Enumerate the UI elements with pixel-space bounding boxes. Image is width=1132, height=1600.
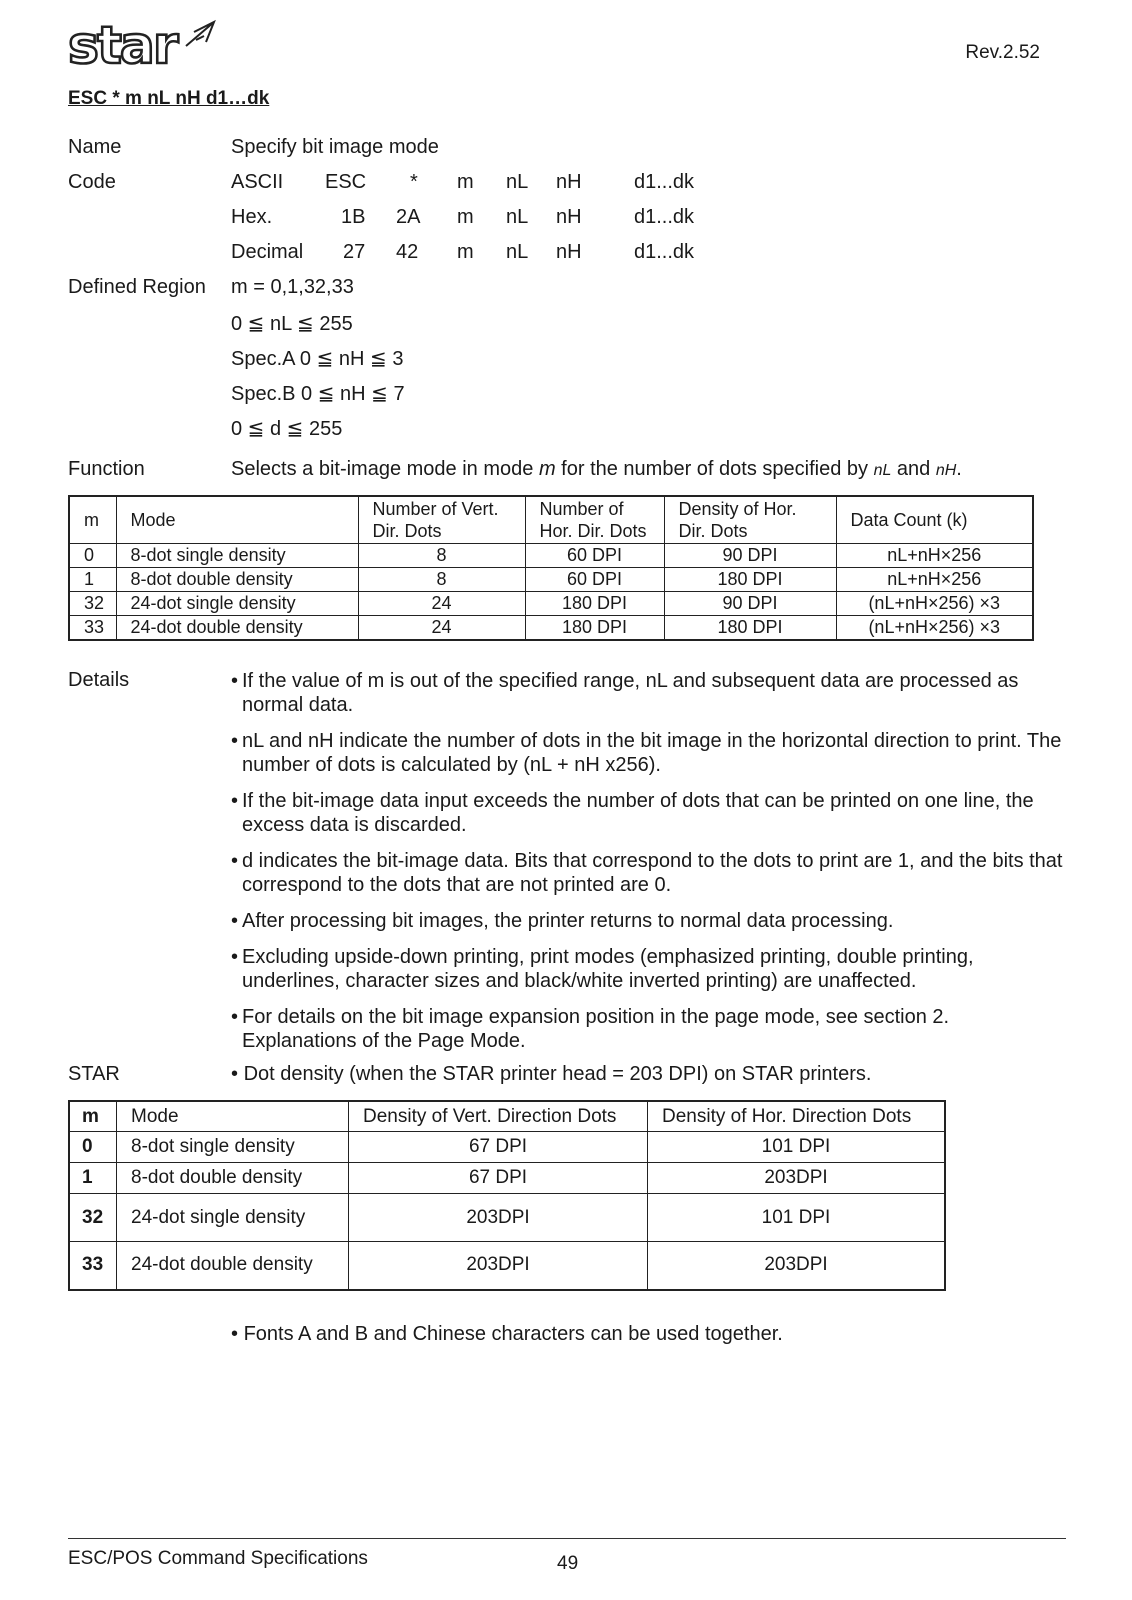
- table-row: [69, 1242, 945, 1290]
- star-density-table: [68, 1100, 946, 1291]
- code-cell: m: [457, 171, 474, 193]
- name-value: Specify bit image mode: [231, 136, 439, 158]
- table-cell: 0: [69, 1132, 117, 1163]
- table-cell: 180 DPI: [525, 592, 664, 616]
- table-row: [69, 1132, 945, 1163]
- table-cell: 90 DPI: [664, 592, 836, 616]
- table-cell: 67 DPI: [349, 1132, 648, 1163]
- table-cell: nL+nH×256: [836, 544, 1033, 568]
- footer-rule: [68, 1538, 1066, 1539]
- details-item: • If the bit-image data input exceeds the number of dots that can be printed on one line, the excess data is discarded.: [231, 789, 1066, 837]
- table-row: [69, 1163, 945, 1194]
- name-label: Name: [68, 136, 122, 158]
- code-cell: nL: [506, 171, 529, 193]
- table-header: m: [69, 496, 116, 544]
- table-row: [69, 568, 1033, 592]
- function-text: Selects a bit-image mode in mode m for the number of dots specified by nL and nH.: [231, 458, 962, 480]
- table-cell: 24-dot single density: [116, 592, 358, 616]
- table-cell: 24-dot double density: [117, 1242, 349, 1290]
- table-header: Density of Hor. Dir. Dots: [664, 496, 836, 544]
- table-header: m: [69, 1101, 117, 1132]
- code-cell: 1B: [341, 206, 366, 228]
- table-header-row: [69, 1101, 945, 1132]
- table-cell: 180 DPI: [525, 616, 664, 641]
- command-title: ESC * m nL nH d1…dk: [68, 88, 270, 109]
- code-cell: nL: [506, 241, 529, 263]
- table-cell: 101 DPI: [648, 1194, 946, 1242]
- code-cell: nH: [556, 171, 582, 193]
- table-cell: 180 DPI: [664, 568, 836, 592]
- footer-text: ESC/POS Command Specifications: [68, 1548, 368, 1569]
- table-cell: (nL+nH×256) ×3: [836, 592, 1033, 616]
- table-cell: 203DPI: [648, 1163, 946, 1194]
- star-note: • Dot density (when the STAR printer head = 203 DPI) on STAR printers.: [231, 1063, 872, 1085]
- table-cell: 203DPI: [349, 1242, 648, 1290]
- bit-image-mode-table: [68, 495, 1034, 641]
- details-item: • Excluding upside-down printing, print modes (emphasized printing, double printing, underlines, character sizes and black/white inverted printing) are unaffected.: [231, 945, 1066, 993]
- table-cell: 24: [358, 592, 525, 616]
- table-cell: nL+nH×256: [836, 568, 1033, 592]
- code-cell: 27: [343, 241, 366, 263]
- table-cell: 8-dot single density: [117, 1132, 349, 1163]
- table-header: Mode: [116, 496, 358, 544]
- table-header: Data Count (k): [836, 496, 1033, 544]
- defined-region-line: Spec.A 0 ≦ nH ≦ 3: [231, 348, 404, 370]
- table-row: [69, 616, 1033, 641]
- star-footnote: • Fonts A and B and Chinese characters can be used together.: [231, 1323, 783, 1345]
- table-cell: 33: [69, 1242, 117, 1290]
- table-cell: 24-dot double density: [116, 616, 358, 641]
- star-logo: [68, 18, 218, 70]
- table-header: Density of Vert. Direction Dots: [349, 1101, 648, 1132]
- table-cell: 60 DPI: [525, 568, 664, 592]
- defined-region-label: Defined Region: [68, 276, 206, 298]
- table-row: [69, 592, 1033, 616]
- table-header: Density of Hor. Direction Dots: [648, 1101, 946, 1132]
- code-cell: 42: [396, 241, 419, 263]
- table-cell: 0: [69, 544, 116, 568]
- code-cell: ESC: [325, 171, 367, 193]
- details-item: • For details on the bit image expansion position in the page mode, see section 2. Explanations of the Page Mode.: [231, 1005, 1066, 1053]
- table-cell: 1: [69, 1163, 117, 1194]
- code-cell: nH: [556, 206, 582, 228]
- code-cell: Decimal: [231, 241, 304, 263]
- table-cell: 24-dot single density: [117, 1194, 349, 1242]
- code-cell: 2A: [396, 206, 421, 228]
- details-item: • If the value of m is out of the specified range, nL and subsequent data are processed as normal data.: [231, 669, 1066, 717]
- table-cell: 180 DPI: [664, 616, 836, 641]
- table-cell: 24: [358, 616, 525, 641]
- star-label: STAR: [68, 1063, 120, 1085]
- table-row: [69, 1194, 945, 1242]
- code-cell: *: [410, 171, 418, 193]
- table-cell: 203DPI: [648, 1242, 946, 1290]
- table-cell: 203DPI: [349, 1194, 648, 1242]
- table-cell: 8: [358, 568, 525, 592]
- table-cell: 67 DPI: [349, 1163, 648, 1194]
- table-header: Mode: [117, 1101, 349, 1132]
- table-cell: 60 DPI: [525, 544, 664, 568]
- defined-region-line: Spec.B 0 ≦ nH ≦ 7: [231, 383, 405, 405]
- details-label: Details: [68, 669, 130, 691]
- code-cell: d1...dk: [634, 206, 695, 228]
- table-header: Number of Vert. Dir. Dots: [358, 496, 525, 544]
- table-cell: 32: [69, 592, 116, 616]
- table-cell: 32: [69, 1194, 117, 1242]
- table-cell: 1: [69, 568, 116, 592]
- defined-region-line: m = 0,1,32,33: [231, 276, 354, 298]
- defined-region-line: 0 ≦ d ≦ 255: [231, 418, 343, 440]
- table-cell: 90 DPI: [664, 544, 836, 568]
- function-label: Function: [68, 458, 145, 480]
- table-cell: (nL+nH×256) ×3: [836, 616, 1033, 641]
- details-item: • nL and nH indicate the number of dots in the bit image in the horizontal direction to print. The number of dots is calculated by (nL + nH x256).: [231, 729, 1066, 777]
- table-cell: 33: [69, 616, 116, 641]
- code-cell: Hex.: [231, 206, 273, 228]
- table-header-row: [69, 496, 1033, 544]
- code-cell: m: [457, 206, 474, 228]
- defined-region-line: 0 ≦ nL ≦ 255: [231, 313, 353, 335]
- code-cell: m: [457, 241, 474, 263]
- table-row: [69, 544, 1033, 568]
- code-cell: d1...dk: [634, 241, 695, 263]
- page-number: 49: [557, 1553, 579, 1574]
- details-list: [231, 669, 1066, 1065]
- details-item: • d indicates the bit-image data. Bits that correspond to the dots to print are 1, and the bits that correspond to the dots that are not printed are 0.: [231, 849, 1066, 897]
- code-cell: nH: [556, 241, 582, 263]
- code-cell: ASCII: [231, 171, 284, 193]
- table-cell: 8-dot double density: [116, 568, 358, 592]
- code-label: Code: [68, 171, 116, 193]
- table-cell: 101 DPI: [648, 1132, 946, 1163]
- revision-label: Rev.2.52: [965, 42, 1040, 63]
- table-cell: 8-dot double density: [117, 1163, 349, 1194]
- table-cell: 8: [358, 544, 525, 568]
- table-cell: 8-dot single density: [116, 544, 358, 568]
- svg-text:star: star: [68, 18, 177, 70]
- table-header: Number of Hor. Dir. Dots: [525, 496, 664, 544]
- details-item: • After processing bit images, the printer returns to normal data processing.: [231, 909, 1066, 933]
- code-cell: nL: [506, 206, 529, 228]
- code-cell: d1...dk: [634, 171, 695, 193]
